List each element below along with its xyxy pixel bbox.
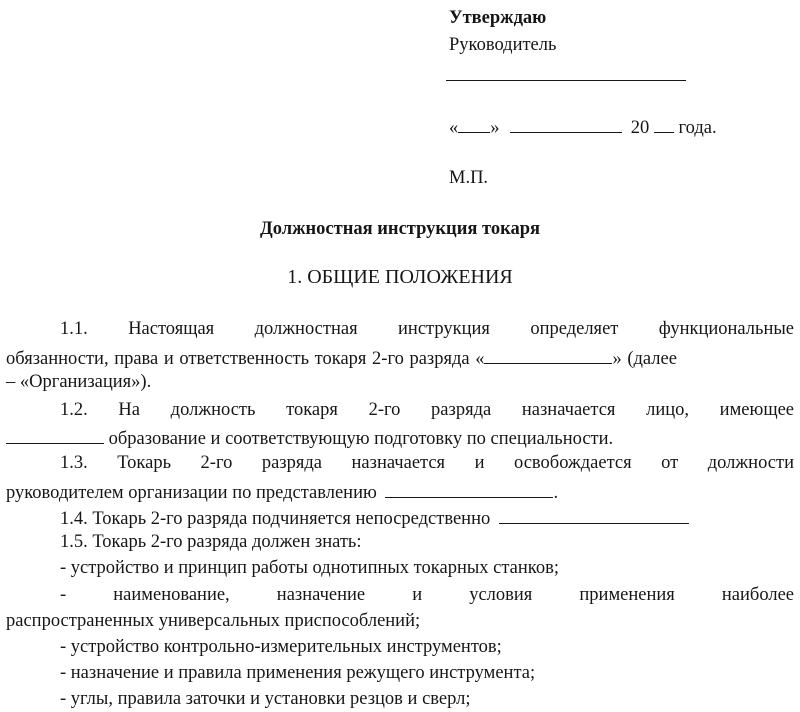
knowledge-item: - устройство контрольно-измерительных инструментов;: [60, 637, 502, 657]
paragraph-1-5-line-1: 1.5. Токарь 2-го разряда должен знать:: [60, 532, 362, 552]
approval-date-line: [449, 115, 717, 139]
supervisor-blank: [499, 506, 689, 524]
paragraph-1-1-line-1: 1.1. Настоящая должностная инструкция определяет функциональные: [60, 319, 794, 339]
knowledge-item: - назначение и правила применения режущего инструмента;: [60, 663, 536, 683]
paragraph-1-1-line-3: – «Организация»).: [6, 372, 152, 392]
approval-title: Утверждаю: [449, 8, 547, 28]
paragraph-1-1-line-2: [6, 346, 677, 370]
knowledge-item: - устройство и принцип работы однотипных токарных станков;: [60, 558, 559, 578]
paragraph-1-1-text-b: » (далее: [612, 349, 677, 369]
month-blank: [510, 115, 622, 133]
education-blank: [6, 426, 104, 444]
document-title: Должностная инструкция токаря: [259, 219, 541, 239]
date-year-prefix: 20: [630, 118, 650, 138]
approval-role: Руководитель: [449, 35, 557, 55]
paragraph-1-2-line-1: 1.2. На должность токаря 2-го разряда назначается лицо, имеющее: [60, 400, 794, 420]
paragraph-1-3-line-1: 1.3. Токарь 2-го разряда назначается и освобождается от должности: [60, 453, 794, 473]
paragraph-1-2-text: образование и соответствующую подготовку по специальности.: [108, 429, 614, 449]
paragraph-1-2-line-2: [6, 426, 613, 450]
year-blank: [654, 115, 674, 133]
paragraph-1-3-text-a: руководителем организации по представлению: [6, 483, 377, 503]
knowledge-item: - углы, правила заточки и установки резцов и сверл;: [60, 689, 471, 709]
representation-blank: [385, 480, 553, 498]
date-quote-close: »: [490, 118, 500, 138]
paragraph-1-3-line-2: [6, 480, 558, 504]
knowledge-item-continued: распространенных универсальных приспособлений;: [6, 611, 421, 631]
signature-line: [446, 80, 686, 81]
paragraph-1-1-text-a: обязанности, права и ответственность токаря 2-го разряда «: [6, 349, 485, 369]
organization-blank: [484, 346, 612, 364]
section-title: 1. ОБЩИЕ ПОЛОЖЕНИЯ: [287, 266, 513, 288]
paragraph-1-4-text: 1.4. Токарь 2-го разряда подчиняется непосредственно: [60, 509, 491, 529]
date-suffix: года.: [678, 118, 717, 138]
day-blank: [458, 115, 490, 133]
stamp-placeholder: М.П.: [449, 168, 489, 188]
date-quote-open: «: [449, 118, 459, 138]
knowledge-item: - наименование, назначение и условия применения наиболее: [60, 585, 794, 605]
paragraph-1-3-text-b: .: [553, 483, 559, 503]
paragraph-1-4-line-1: [60, 506, 689, 530]
